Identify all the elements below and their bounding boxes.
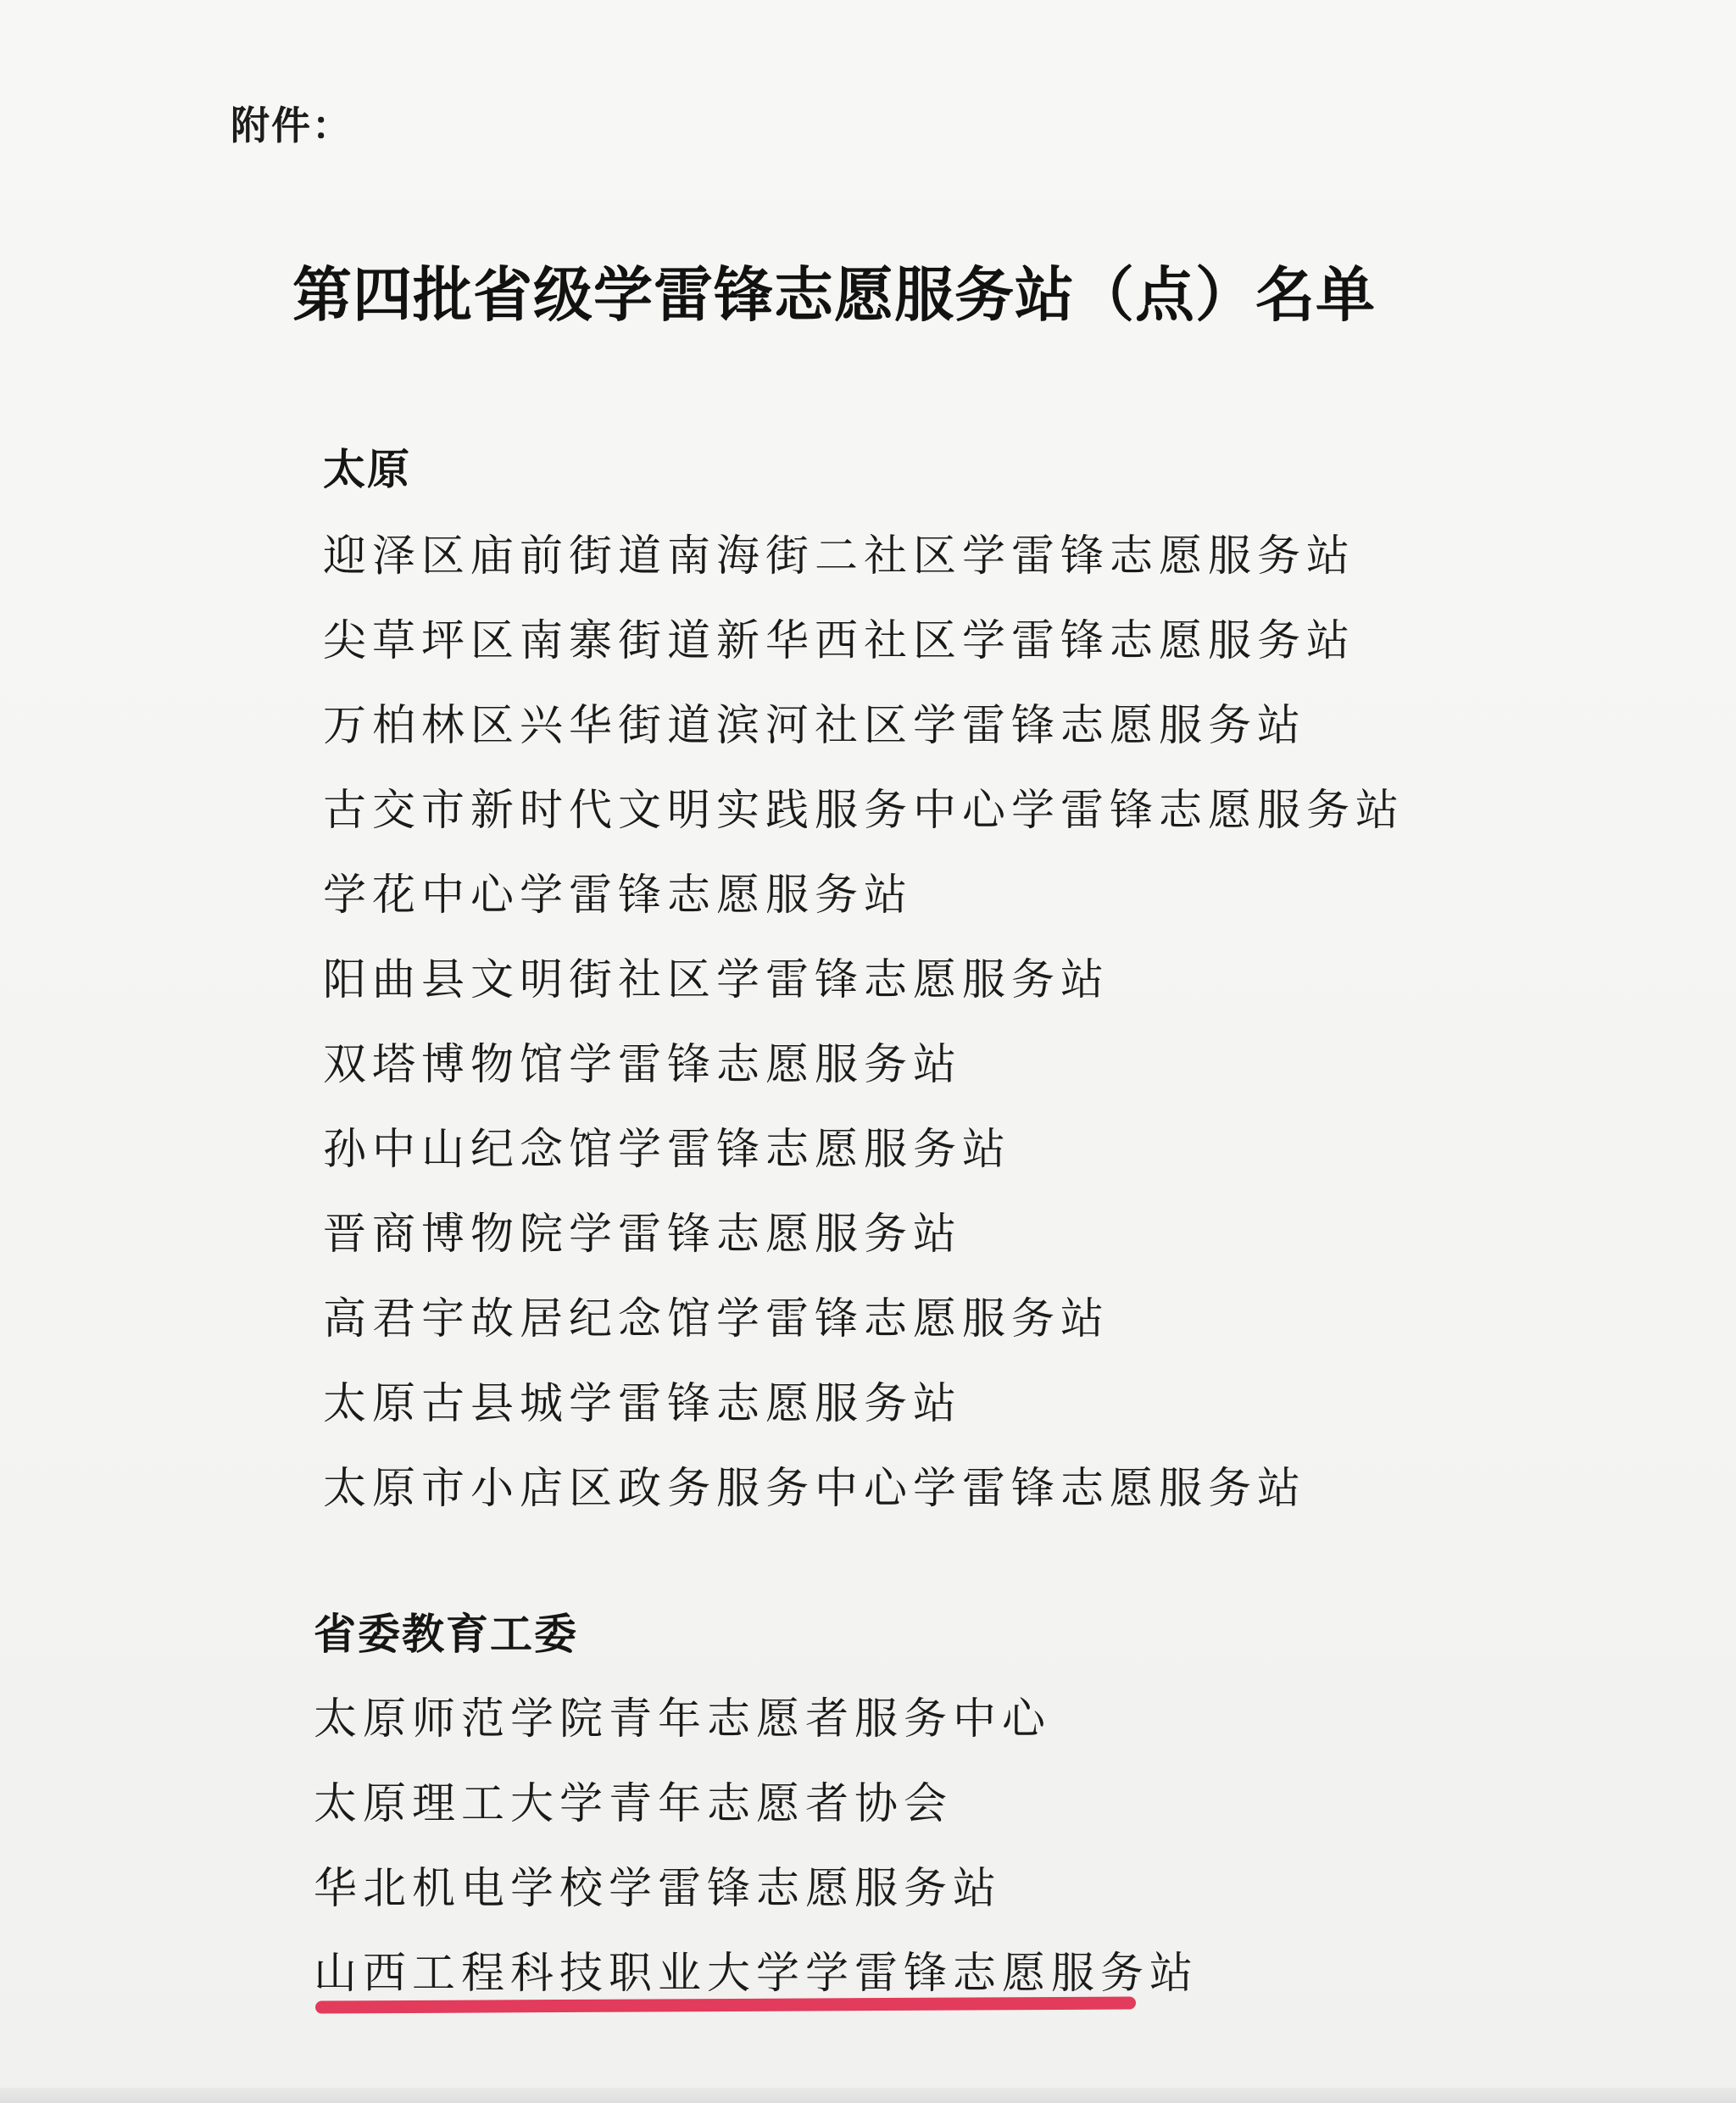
list-item: 阳曲县文明街社区学雷锋志愿服务站 — [323, 955, 1110, 1005]
list-item: 尖草坪区南寨街道新华西社区学雷锋志愿服务站 — [323, 616, 1356, 666]
list-item-highlighted: 山西工程科技职业大学学雷锋志愿服务站 — [314, 1949, 1199, 1999]
list-item: 高君宇故居纪念馆学雷锋志愿服务站 — [323, 1294, 1110, 1344]
list-item: 孙中山纪念馆学雷锋志愿服务站 — [323, 1125, 1012, 1175]
list-item: 万柏林区兴华街道滨河社区学雷锋志愿服务站 — [323, 701, 1307, 751]
page-bottom-edge — [0, 2088, 1736, 2103]
section-heading-taiyuan: 太原 — [323, 445, 411, 494]
list-item: 华北机电学校学雷锋志愿服务站 — [314, 1864, 1003, 1914]
list-item: 晋商博物院学雷锋志愿服务站 — [323, 1210, 963, 1260]
section-heading-education-committee: 省委教育工委 — [314, 1610, 578, 1659]
list-item: 双塔博物馆学雷锋志愿服务站 — [323, 1040, 963, 1090]
list-item: 迎泽区庙前街道南海街二社区学雷锋志愿服务站 — [323, 531, 1356, 581]
document-title: 第四批省级学雷锋志愿服务站（点）名单 — [292, 259, 1376, 330]
list-item: 学花中心学雷锋志愿服务站 — [323, 871, 914, 921]
list-item: 太原市小店区政务服务中心学雷锋志愿服务站 — [323, 1464, 1307, 1514]
list-item: 古交市新时代文明实践服务中心学雷锋志愿服务站 — [323, 786, 1405, 836]
list-item: 太原师范学院青年志愿者服务中心 — [314, 1694, 1052, 1744]
attachment-label: 附件： — [231, 103, 353, 148]
list-item: 太原古县城学雷锋志愿服务站 — [323, 1379, 963, 1429]
list-item: 太原理工大学青年志愿者协会 — [314, 1779, 954, 1829]
